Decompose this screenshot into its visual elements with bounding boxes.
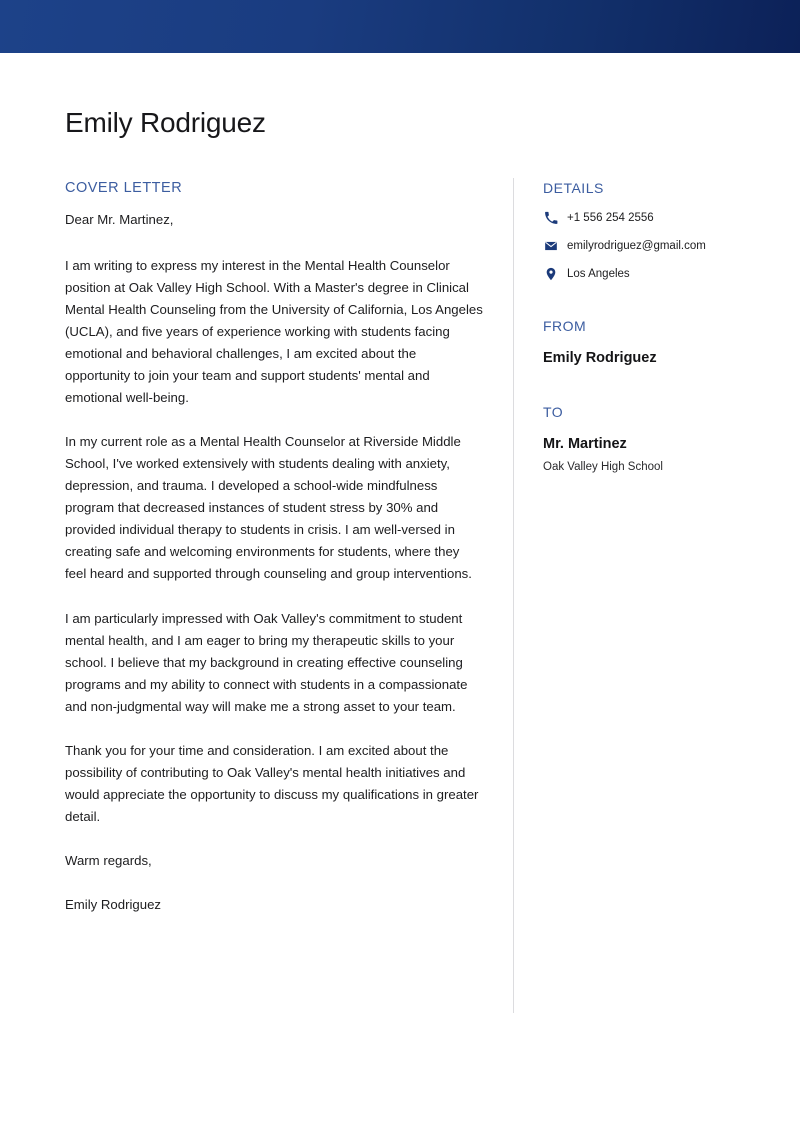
- to-name: Mr. Martinez: [543, 435, 627, 452]
- sidebar-column: [543, 180, 758, 475]
- letter-paragraph: Thank you for your time and consideration. I am excited about the possibility of contributing to Oak Valley's mental health initiatives and would appreciate the opportunity to discuss my qualifications in greater detail.: [65, 742, 479, 824]
- details-heading: DETAILS: [543, 180, 604, 196]
- column-divider: [513, 178, 514, 1013]
- from-heading: FROM: [543, 317, 587, 334]
- from-name: Emily Rodriguez: [543, 349, 657, 366]
- envelope-icon: [543, 239, 558, 254]
- phone-icon: [543, 211, 558, 226]
- page-title: Emily Rodriguez: [65, 106, 266, 138]
- cover-letter-heading: COVER LETTER: [65, 180, 183, 196]
- to-organization: Oak Valley High School: [543, 460, 663, 473]
- letter-closing: Warm regards,: [65, 852, 152, 868]
- letter-column: [65, 180, 483, 915]
- detail-row-location: [543, 267, 758, 282]
- header-banner: [0, 0, 800, 53]
- location-value: Los Angeles: [567, 267, 630, 280]
- letter-paragraph: In my current role as a Mental Health Counselor at Riverside Middle School, I've worked extensively with students dealing with anxiety, depression, and trauma. I developed a school-wide mindfulness program that decreased instances of student stress by 30% and provided individual therapy to students in crisis. I am well-versed in creating safe and welcoming environments for students, where they feel heard and supported through counseling and group interventions.: [65, 434, 472, 582]
- detail-row-phone: [543, 211, 758, 226]
- from-block: [543, 318, 758, 368]
- letter-salutation: Dear Mr. Martinez,: [65, 212, 174, 228]
- to-heading: TO: [543, 404, 564, 421]
- letter-signature: Emily Rodriguez: [65, 897, 162, 913]
- location-pin-icon: [543, 267, 558, 282]
- phone-value: +1 556 254 2556: [567, 211, 654, 224]
- to-block: [543, 404, 758, 474]
- email-value: emilyrodriguez@gmail.com: [567, 239, 706, 252]
- letter-paragraph: I am writing to express my interest in the Mental Health Counselor position at Oak Valley High School. With a Master's degree in Clinical Mental Health Counseling from the University of California, Los Angeles (UCLA), and five years of experience working with students facing emotional and behavioral challenges, I am excited about the opportunity to join your team and support students' mental and emotional well-being.: [65, 257, 483, 406]
- letter-paragraph: I am particularly impressed with Oak Valley's commitment to student mental health, and I am eager to bring my therapeutic skills to your school. I believe that my background in creating effective counseling programs and my ability to connect with students in a compassionate and non-judgmental way will make me a strong asset to your team.: [65, 610, 468, 714]
- detail-row-email: [543, 239, 758, 254]
